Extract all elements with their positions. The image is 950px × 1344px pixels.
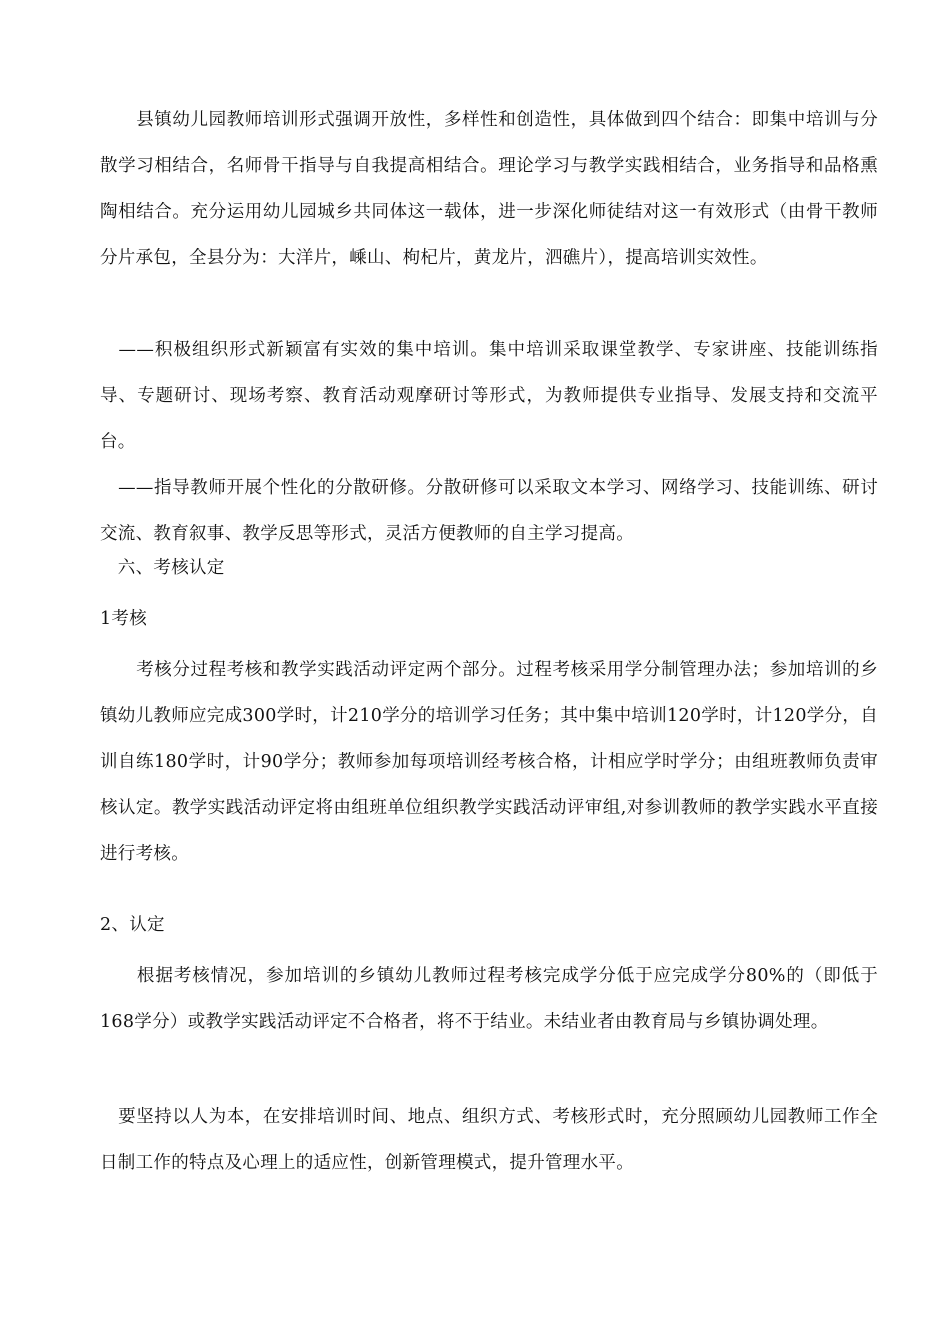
paragraph-assessment: 考核分过程考核和教学实践活动评定两个部分。过程考核采用学分制管理办法；参加培训的乡镇幼儿教师应完成300学时，计210学分的培训学习任务；其中集中培训120学时，计120学分，自训自练180学时，计90学分；教师参加每项培训经考核合格，计相应学时学分；由组班教师负责审核认定。教学实践活动评定将由组班单位组织教学实践活动评审组,对参训教师的教学实践水平直接进行考核。 bbox=[100, 660, 879, 864]
paragraph-closing: 要坚持以人为本，在安排培训时间、地点、组织方式、考核形式时，充分照顾幼儿园教师工作全日制工作的特点及心理上的适应性，创新管理模式，提升管理水平。 bbox=[100, 1107, 878, 1173]
section-six-heading: 六、考核认定 bbox=[100, 558, 225, 578]
subsection-certification-heading: 2、认定 bbox=[100, 915, 165, 935]
paragraph-certification: 根据考核情况，参加培训的乡镇幼儿教师过程考核完成学分低于应完成学分80%的（即低于168学分）或教学实践活动评定不合格者，将不于结业。未结业者由教育局与乡镇协调处理。 bbox=[100, 966, 878, 1032]
paragraph-distributed-study: ——指导教师开展个性化的分散研修。分散研修可以采取文本学习、网络学习、技能训练、研讨交流、教育叙事、教学反思等形式，灵活方便教师的自主学习提高。 bbox=[100, 478, 878, 544]
subsection-assessment-heading: 1考核 bbox=[100, 609, 148, 629]
paragraph-training-forms: 县镇幼儿园教师培训形式强调开放性，多样性和创造性，具体做到四个结合：即集中培训与分散学习相结合，名师骨干指导与自我提高相结合。理论学习与教学实践相结合，业务指导和品格熏陶相结合。充分运用幼儿园城乡共同体这一载体，进一步深化师徒结对这一有效形式（由骨干教师分片承包，全县分为：大洋片，嵊山、枸杞片，黄龙片，泗礁片），提高培训实效性。 bbox=[100, 110, 878, 268]
paragraph-centralized-training: ——积极组织形式新颖富有实效的集中培训。集中培训采取课堂教学、专家讲座、技能训练指导、专题研讨、现场考察、教育活动观摩研讨等形式，为教师提供专业指导、发展支持和交流平台。 bbox=[100, 340, 878, 452]
